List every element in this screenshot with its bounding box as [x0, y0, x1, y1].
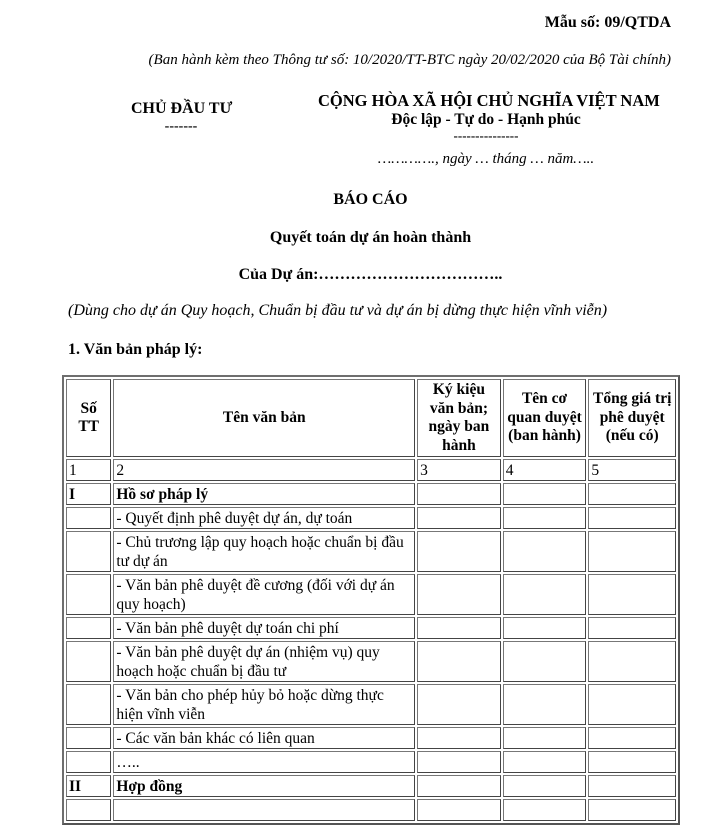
issuing-authority-cell — [503, 727, 587, 749]
document-code-cell — [417, 507, 501, 529]
issuing-authority-cell — [503, 574, 587, 615]
issuing-authority-cell — [503, 684, 587, 725]
approved-value-cell — [588, 641, 676, 682]
row-number — [66, 684, 111, 725]
row-number — [66, 531, 111, 572]
approved-value-cell — [588, 507, 676, 529]
document-code-cell — [417, 775, 501, 797]
row-number — [66, 751, 111, 773]
document-code-cell — [417, 531, 501, 572]
approved-value-cell — [588, 727, 676, 749]
table-row — [66, 684, 676, 725]
table-row — [66, 751, 676, 773]
approved-value-cell — [588, 751, 676, 773]
report-subtitle: Quyết toán dự án hoàn thành — [269, 229, 472, 246]
document-code-cell — [417, 617, 501, 639]
legal-documents-table — [62, 375, 680, 825]
row-number — [66, 641, 111, 682]
column-header-document-name: Tên văn bản — [113, 379, 415, 457]
issued-by-note: (Ban hành kèm theo Thông tư số: 10/2020/TT-BTC ngày 20/02/2020 của Bộ Tài chính) — [148, 52, 671, 68]
document-name: - Quyết định phê duyệt dự án, dự toán — [113, 507, 415, 529]
column-header-no: Số TT — [66, 379, 111, 457]
column-number: 3 — [417, 459, 501, 481]
issuing-authority-cell — [503, 507, 587, 529]
issuing-authority-cell — [503, 799, 587, 821]
table-row — [66, 641, 676, 682]
approved-value-cell — [588, 684, 676, 725]
issuing-authority-cell — [503, 641, 587, 682]
table-row — [66, 531, 676, 572]
document-code-cell — [417, 751, 501, 773]
document-code-cell — [417, 483, 501, 505]
table-row — [66, 617, 676, 639]
column-number: 5 — [588, 459, 676, 481]
column-header-approved-value: Tổng giá trị phê duyệt (nếu có) — [588, 379, 676, 457]
row-number: I — [66, 483, 111, 505]
column-number: 2 — [113, 459, 415, 481]
investor-label: CHỦ ĐẦU TƯ — [131, 100, 233, 117]
document-name — [113, 799, 415, 821]
issuing-authority-cell — [503, 751, 587, 773]
document-name: Hồ sơ pháp lý — [113, 483, 415, 505]
issuing-authority-cell — [503, 775, 587, 797]
row-number — [66, 727, 111, 749]
column-header-document-code-date: Ký kiệu văn bản; ngày ban hành — [417, 379, 501, 457]
report-title: BÁO CÁO — [333, 191, 408, 208]
document-name: - Chủ trương lập quy hoạch hoặc chuẩn bị đầu tư dự án — [113, 531, 415, 572]
column-number: 1 — [66, 459, 111, 481]
approved-value-cell — [588, 775, 676, 797]
issuing-authority-cell — [503, 617, 587, 639]
document-name: - Các văn bản khác có liên quan — [113, 727, 415, 749]
approved-value-cell — [588, 574, 676, 615]
document-code-cell — [417, 727, 501, 749]
table-row-section — [66, 483, 676, 505]
approved-value-cell — [588, 617, 676, 639]
approved-value-cell — [588, 799, 676, 821]
table-row — [66, 727, 676, 749]
row-number — [66, 574, 111, 615]
table-row-section — [66, 775, 676, 797]
section-heading-legal-documents: 1. Văn bản pháp lý: — [68, 341, 203, 358]
table-header-row — [66, 379, 676, 457]
document-code-cell — [417, 684, 501, 725]
approved-value-cell — [588, 483, 676, 505]
column-header-issuing-authority: Tên cơ quan duyệt (ban hành) — [503, 379, 587, 457]
table-row — [66, 507, 676, 529]
table-row — [66, 799, 676, 821]
document-name: - Văn bản phê duyệt đề cương (đối với dự án quy hoạch) — [113, 574, 415, 615]
row-number: II — [66, 775, 111, 797]
row-number — [66, 507, 111, 529]
document-name: - Văn bản phê duyệt dự toán chi phí — [113, 617, 415, 639]
row-number — [66, 617, 111, 639]
document-name: - Văn bản cho phép hủy bỏ hoặc dừng thực hiện vĩnh viễn — [113, 684, 415, 725]
table-row — [66, 574, 676, 615]
row-number — [66, 799, 111, 821]
document-name: - Văn bản phê duyệt dự án (nhiệm vụ) quy hoạch hoặc chuẩn bị đầu tư — [113, 641, 415, 682]
issuing-authority-cell — [503, 531, 587, 572]
column-number-row — [66, 459, 676, 481]
column-number: 4 — [503, 459, 587, 481]
approved-value-cell — [588, 531, 676, 572]
document-code-cell — [417, 574, 501, 615]
usage-note: (Dùng cho dự án Quy hoạch, Chuẩn bị đầu tư và dự án bị dừng thực hiện vĩnh viễn) — [68, 302, 608, 319]
date-line: …………., ngày … tháng … năm….. — [377, 151, 595, 167]
issuing-authority-cell — [503, 483, 587, 505]
document-name: ….. — [113, 751, 415, 773]
document-name: Hợp đồng — [113, 775, 415, 797]
form-code: Mẫu số: 09/QTDA — [544, 14, 671, 31]
document-code-cell — [417, 799, 501, 821]
project-name-line: Của Dự án:…………………………….. — [238, 266, 503, 283]
motto-separator: --------------- — [453, 128, 519, 143]
document-code-cell — [417, 641, 501, 682]
nation-title: CỘNG HÒA XÃ HỘI CHỦ NGHĨA VIỆT NAM — [318, 91, 660, 110]
investor-separator: ------- — [164, 119, 198, 134]
national-motto: Độc lập - Tự do - Hạnh phúc — [391, 111, 581, 128]
